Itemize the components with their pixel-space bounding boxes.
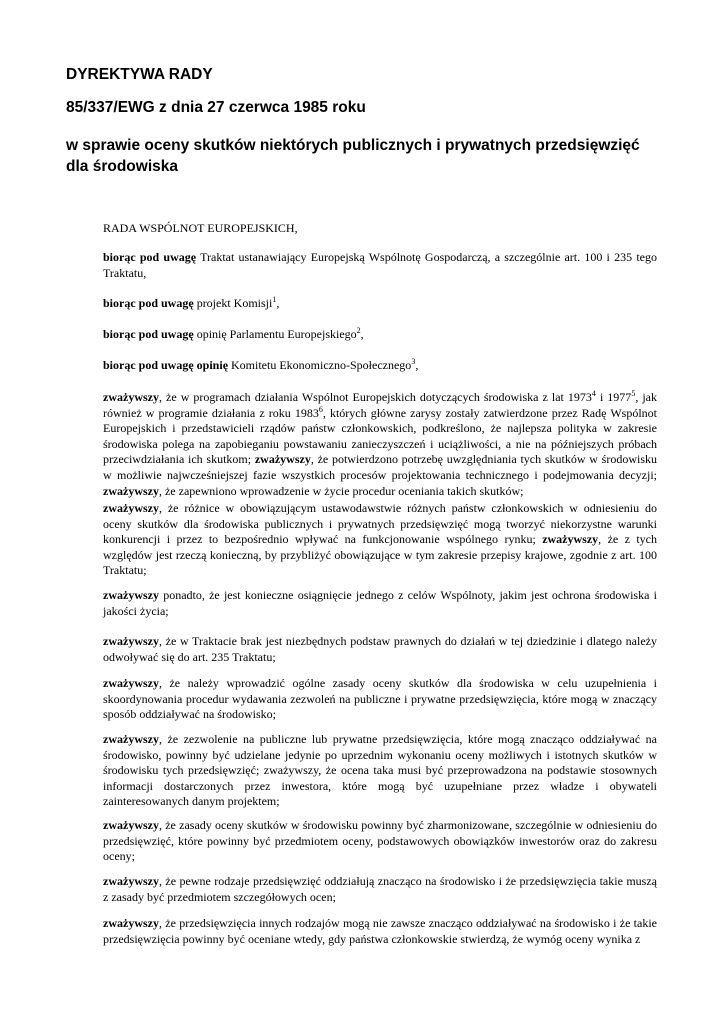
recital-parliament: biorąc pod uwagę opinię Parlamentu Europejskiego$^2$, bbox=[103, 326, 364, 341]
recital-community-objective: zważywszy ponadto, że jest konieczne osiągnięcie jednego z celów Wspólnoty, jakim jest ochrona środowiska i jakości życia; bbox=[103, 588, 657, 618]
recital-consent: zważywszy, że zezwolenie na publiczne lub prywatne przedsięwzięcia, które mogą znacząco oddziaływać na środowisko, powinny być udzielane jedynie po uprzednim wykonaniu oceny możliwych i istotnych skutków w środowisku tych przedsięwzięć; zważywszy, że ocena taka musi być przeprowadzona na podstawie stosownych informacji dostarczonych przez inwestora, które mogą być uzupełniane przez władze i obywateli zainteresowanych danym projektem; bbox=[103, 732, 657, 809]
recital-significant-projects: zważywszy, że pewne rodzaje przedsięwzięć oddziałują znacząco na środowisko i że przedsięwzięcia takie muszą z zasady być przedmiotem szczegółowych ocen; bbox=[103, 874, 657, 904]
recital-committee: biorąc pod uwagę opinię Komitetu Ekonomiczno-Społecznego$^3$, bbox=[103, 357, 419, 372]
footnote-ref: 4 bbox=[591, 389, 596, 398]
recital-treaty bbox=[103, 250, 657, 281]
document-title: DYREKTYWA RADY bbox=[66, 66, 213, 83]
directive-number-date: 85/337/EWG z dnia 27 czerwca 1985 roku bbox=[66, 99, 366, 116]
recital-text: opinię Parlamentu Europejskiego bbox=[193, 327, 357, 341]
recital-lead: biorąc pod uwagę bbox=[103, 250, 197, 264]
recital-legislation-differences: zważywszy, że różnice w obowiązującym ustawodawstwie różnych państw członkowskich w odniesieniu do oceny skutków dla środowiska publicznych i prywatnych przedsięwzięć mogą tworzyć niekorzystne warunki konkurencji i przez to bezpośrednio wpływać na funkcjonowanie wspólnego rynku; zważywszy, że z tych względów jest rzeczą konieczną, by przybliżyć obowiązujące w tym zakresie przepisy krajowe, zgodnie z art. 100 Traktatu; bbox=[103, 501, 658, 578]
recital-commission: biorąc pod uwagę projekt Komisji$^1$, bbox=[103, 295, 280, 310]
recital-text: Komitetu Ekonomiczno-Społecznego bbox=[228, 358, 412, 372]
recital-harmonisation: zważywszy, że zasady oceny skutków w środowisku powinny być zharmonizowane, szczególnie w odniesieniu do przedsięwzięć, które powinny być przedmiotem oceny, podstawowych obowiązków inwestorów oraz do zakresu oceny; bbox=[103, 818, 657, 864]
recital-lead: biorąc pod uwagę bbox=[103, 296, 194, 310]
recital-legal-basis: zważywszy, że w Traktacie brak jest niezbędnych podstaw prawnych do działań w tej dziedzinie i dlatego należy odwoływać się do art. 235 Traktatu; bbox=[103, 634, 657, 664]
footnote-ref: 2 bbox=[356, 326, 361, 335]
directive-subject: w sprawie oceny skutków niektórych publicznych i prywatnych przedsięwzięć dla środowiska bbox=[66, 137, 640, 175]
footnote-ref: 5 bbox=[631, 389, 636, 398]
recital-general-principles: zważywszy, że należy wprowadzić ogólne zasady oceny skutków dla środowiska w celu uzupełnienia i skoordynowania procedur wydawania zezwoleń na publiczne i prywatne przedsięwzięcia, które mogą w znaczący sposób oddziaływać na środowisko; bbox=[103, 676, 657, 722]
footnote-ref: 1 bbox=[272, 295, 277, 304]
recital-text: Traktat ustanawiający Europejską Wspólnotę Gospodarczą, a szczególnie art. 100 i 235 tego Traktatu, bbox=[103, 250, 657, 280]
council-line: RADA WSPÓLNOT EUROPEJSKICH, bbox=[103, 221, 298, 235]
recital-other-projects: zważywszy, że przedsięwzięcia innych rodzajów mogą nie zawsze znacząco oddziaływać na środowisko i że takie przedsięwzięcia powinny być oceniane wtedy, gdy państwa członkowskie stwierdzą, że wymóg oceny wynika z bbox=[103, 916, 657, 946]
footnote-ref: 6 bbox=[318, 404, 323, 414]
footnote-ref: 3 bbox=[411, 357, 416, 366]
recital-lead: biorąc pod uwagę opinię bbox=[103, 358, 229, 372]
recital-text: projekt Komisji bbox=[193, 296, 273, 310]
recital-lead: biorąc pod uwagę bbox=[103, 327, 194, 341]
recital-action-programmes: zważywszy, że w programach działania Wspólnot Europejskich dotyczących środowiska z lat 1973$^4$ i 1977$^5$, jak również w programie działania z roku 1983$^6$, których główne zarysy zostały zatwierdzone przez Radę Wspólnot Europejskich i przedstawicieli rządów państw członkowskich, podkreślono, że najlepsza polityka w zakresie środowiska polega na zapobieganiu powstawaniu zanieczyszczeń i uciążliwości, a nie na późniejszych próbach przeciwdziałania ich skutkom; zważywszy, że potwierdzono potrzebę uwzględniania tych skutków w środowisku w możliwie najwcześniejszej fazie wszystkich procesów projektowania technicznego i podejmowania decyzji; zważywszy, że zapewniono wprowadzenie w życie procedur oceniania takich skutków; bbox=[103, 389, 657, 498]
